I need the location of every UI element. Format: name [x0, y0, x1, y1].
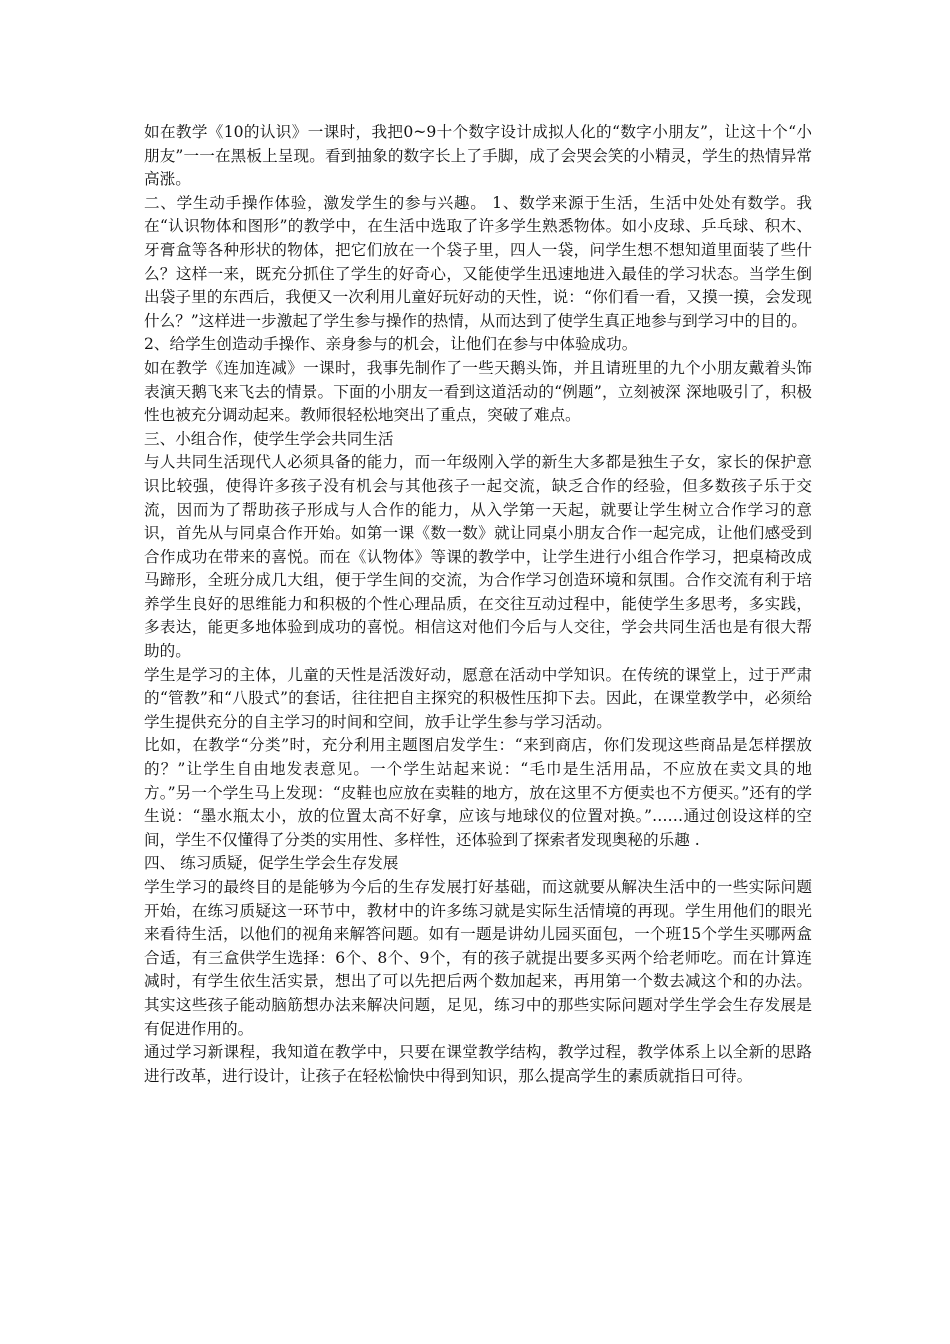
paragraph-student-subject: 学生是学习的主体，儿童的天性是活泼好动，愿意在活动中学知识。在传统的课堂上，过于严肃的“管教”和“八股式”的套话，往往把自主探究的积极性压抑下去。因此，在课堂教学中，必须给学生提供充分的自主学习的时间和空间，放手让学生参与学习活动。: [144, 665, 812, 731]
paragraph-section-two: 二、学生动手操作体验，激发学生的参与兴趣。 1、数学来源于生活，生活中处处有数学。我在“认识物体和图形”的教学中，在生活中选取了许多学生熟悉物体。如小皮球、乒乓球、积木、牙膏盒等各种形状的物体，把它们放在一个袋子里，四人一袋，问学生想不想知道里面装了些什么？这样一来，既充分抓住了学生的好奇心，又能使学生迅速地进入最佳的学习状态。当学生倒出袋子里的东西后，我便又一次利用儿童好玩好动的天性，说：“你们看一看，又摸一摸，会发现什么？”这样进一步激起了学生参与操作的热情，从而达到了使学生真正地参与到学习中的目的。: [144, 193, 812, 330]
paragraph-swan-example: 如在教学《连加连减》一课时，我事先制作了一些天鹅头饰，并且请班里的九个小朋友戴着头饰表演天鹅飞来飞去的情景。下面的小朋友一看到这道活动的“例题”，立刻被深 深地吸引了，积极性也被充分调动起来。教师很轻松地突出了重点，突破了难点。: [144, 358, 812, 425]
paragraph-conclusion: 通过学习新课程，我知道在教学中，只要在课堂教学结构，教学过程，教学体系上以全新的思路进行改革，进行设计，让孩子在轻松愉快中得到知识，那么提高学生的素质就指日可待。: [144, 1043, 812, 1085]
section-heading-four: 四、 练习质疑，促学生学会生存发展: [144, 854, 399, 873]
section-heading-three: 三、小组合作，使学生学会共同生活: [144, 429, 394, 448]
document-page: [144, 121, 812, 1088]
paragraph-cooperation: 与人共同生活现代人必须具备的能力，而一年级刚入学的新生大多都是独生子女，家长的保护意识比较强，使得许多孩子没有机会与其他孩子一起交流，缺乏合作的经验，但多数孩子乐于交流，因而为了帮助孩子形成与人合作的能力，从入学第一天起，就要让学生树立合作学习的意识，首先从与同桌合作开始。如第一课《数一数》就让同桌小朋友合作一起完成，让他们感受到合作成功在带来的喜悦。而在《认物体》等课的教学中，让学生进行小组合作学习，把桌椅改成马蹄形，全班分成几大组，便于学生间的交流，为合作学习创造环境和氛围。合作交流有利于培养学生良好的思维能力和积极的个性心理品质，在交往互动过程中，能使学生多思考，多实践，多表达，能更多地体验到成功的喜悦。相信这对他们今后与人交往，学会共同生活也是有很大帮助的。: [144, 453, 812, 661]
paragraph-point-two: 2、给学生创造动手操作、亲身参与的机会，让他们在参与中体验成功。: [144, 335, 638, 354]
paragraph-intro-example: 如在教学《10的认识》一课时，我把0~9十个数字设计成拟人化的“数字小朋友”，让这十个“小朋友”一一在黑板上呈现。看到抽象的数字长上了手脚，成了会哭会笑的小精灵，学生的热情异常高涨。: [144, 123, 812, 189]
paragraph-practice: 学生学习的最终目的是能够为今后的生存发展打好基础，而这就要从解决生活中的一些实际问题开始，在练习质疑这一环节中，教材中的许多练习就是实际生活情境的再现。学生用他们的眼光来看待生活，以他们的视角来解答问题。如有一题是讲幼儿园买面包，一个班15个学生买哪两盒合适，有三盒供学生选择：6个、8个、9个，有的孩子就提出要多买两个给老师吃。而在计算连减时，有学生依生活实景，想出了可以先把后两个数加起来，再用第一个数去减这个和的办法。其实这些孩子能动脑筋想办法来解决问题，足见，练习中的那些实际问题对学生学会生存发展是有促进作用的。: [144, 878, 812, 1038]
paragraph-classification-example: 比如，在教学“分类”时，充分利用主题图启发学生：“来到商店，你们发现这些商品是怎样摆放的？”让学生自由地发表意见。一个学生站起来说：“毛巾是生活用品，不应放在卖文具的地方。”另一个学生马上发现：“皮鞋也应放在卖鞋的地方，放在这里不方便卖也不方便买。”还有的学生说：“墨水瓶太小，放的位置太高不好拿，应该与地球仪的位置对换。”……通过创设这样的空间，学生不仅懂得了分类的实用性、多样性，还体验到了探索者发现奥秘的乐趣 .: [144, 736, 812, 849]
